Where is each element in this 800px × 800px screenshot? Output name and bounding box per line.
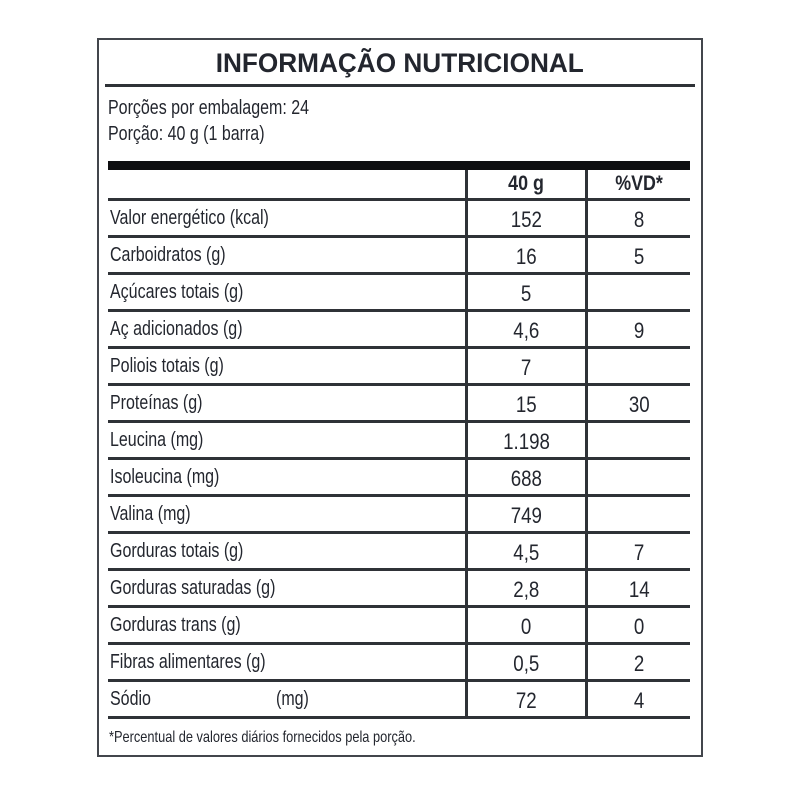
header-amount-cell (465, 170, 585, 198)
nutrient-name-cell (108, 201, 465, 235)
nutrient-name-cell (108, 238, 465, 272)
table-row (108, 679, 690, 716)
amount-cell (465, 386, 585, 420)
nutrient-name: Poliois totais (g) (110, 354, 224, 377)
footnote (99, 719, 701, 747)
serving-size: Porção: 40 g (1 barra) (108, 123, 265, 145)
amount-cell (465, 571, 585, 605)
amount-value: 749 (510, 503, 543, 528)
nutrient-name-cell (108, 423, 465, 457)
daily-value-cell (585, 534, 690, 568)
nutrient-name-cell (108, 645, 465, 679)
daily-value-cell (585, 349, 690, 383)
table-row (108, 198, 690, 235)
nutrient-name-cell (108, 682, 465, 716)
table-row (108, 383, 690, 420)
table-row (108, 272, 690, 309)
amount-value: 152 (510, 207, 543, 232)
serving-info (108, 95, 701, 147)
footnote-text: *Percentual de valores diários fornecidos pela porção. (109, 729, 416, 746)
nutrient-name-cell (108, 386, 465, 420)
table-row (108, 605, 690, 642)
amount-value: 7 (521, 355, 532, 380)
amount-cell (465, 645, 585, 679)
nutrient-name-cell (108, 460, 465, 494)
daily-value: 8 (633, 207, 645, 232)
daily-value-cell (585, 682, 690, 716)
daily-value-cell (585, 312, 690, 346)
header-dv-cell (585, 170, 690, 198)
servings-per-package: Porções por embalagem: 24 (108, 97, 309, 119)
nutrient-name-cell (108, 534, 465, 568)
header-dv-label: %VD* (615, 172, 663, 195)
nutrient-name: Proteínas (g) (110, 391, 203, 414)
nutrition-facts-panel (97, 38, 703, 757)
nutrient-name: Açúcares totais (g) (110, 280, 244, 303)
table-header-row (108, 170, 690, 198)
amount-value: 2,8 (513, 577, 540, 602)
daily-value: 30 (628, 392, 650, 417)
daily-value-cell (585, 201, 690, 235)
nutrient-name: Valina (mg) (110, 502, 191, 525)
amount-cell (465, 423, 585, 457)
table-row (108, 346, 690, 383)
daily-value: 4 (633, 688, 645, 713)
table-row (108, 642, 690, 679)
amount-cell (465, 534, 585, 568)
daily-value-cell (585, 423, 690, 457)
nutrient-name-cell (108, 275, 465, 309)
table-row (108, 309, 690, 346)
nutrient-name-cell (108, 497, 465, 531)
amount-value: 0,5 (513, 651, 540, 676)
nutrient-name: Sódio (110, 687, 151, 710)
amount-value: 16 (516, 244, 537, 269)
amount-value: 1.198 (503, 429, 550, 454)
daily-value: 5 (633, 244, 645, 269)
amount-value: 0 (521, 614, 532, 639)
daily-value: 14 (628, 577, 650, 602)
nutrient-name-cell (108, 571, 465, 605)
nutrient-name: Fibras alimentares (g) (110, 650, 266, 673)
amount-cell (465, 201, 585, 235)
amount-cell (465, 349, 585, 383)
amount-value: 15 (516, 392, 537, 417)
nutrient-name-cell (108, 349, 465, 383)
nutrient-name: Gorduras saturadas (g) (110, 576, 276, 599)
daily-value: 9 (633, 318, 645, 343)
table-row (108, 457, 690, 494)
daily-value-cell (585, 460, 690, 494)
amount-cell (465, 312, 585, 346)
header-empty-cell (108, 170, 465, 198)
nutrient-name: Aç adicionados (g) (110, 317, 243, 340)
amount-value: 5 (521, 281, 532, 306)
nutrient-unit: (mg) (276, 687, 310, 710)
amount-value: 4,6 (513, 318, 540, 343)
amount-value: 72 (516, 688, 537, 713)
daily-value-cell (585, 497, 690, 531)
nutrient-name-cell (108, 608, 465, 642)
table-row (108, 420, 690, 457)
daily-value: 2 (633, 651, 645, 676)
daily-value-cell (585, 608, 690, 642)
amount-cell (465, 238, 585, 272)
amount-cell (465, 275, 585, 309)
daily-value-cell (585, 238, 690, 272)
panel-title (99, 49, 701, 77)
daily-value-cell (585, 386, 690, 420)
daily-value: 7 (633, 540, 645, 565)
amount-value: 688 (510, 466, 543, 491)
table-row (108, 235, 690, 272)
amount-cell (465, 460, 585, 494)
panel-title-text: INFORMAÇÃO NUTRICIONAL (215, 48, 585, 78)
nutrient-name: Gorduras trans (g) (110, 613, 241, 636)
nutrient-name-cell (108, 312, 465, 346)
amount-cell (465, 497, 585, 531)
nutrient-name: Isoleucina (mg) (110, 465, 220, 488)
nutrient-name: Gorduras totais (g) (110, 539, 244, 562)
table-row (108, 494, 690, 531)
nutrient-name: Valor energético (kcal) (110, 206, 269, 229)
nutrient-name: Leucina (mg) (110, 428, 204, 451)
nutrient-name: Carboidratos (g) (110, 243, 226, 266)
daily-value: 0 (633, 614, 645, 639)
amount-cell (465, 682, 585, 716)
daily-value-cell (585, 645, 690, 679)
table-row (108, 531, 690, 568)
daily-value-cell (585, 275, 690, 309)
amount-cell (465, 608, 585, 642)
daily-value-cell (585, 571, 690, 605)
table-row (108, 568, 690, 605)
title-divider (105, 84, 695, 87)
amount-value: 4,5 (513, 540, 540, 565)
nutrition-table (108, 170, 690, 719)
header-amount-label: 40 g (508, 172, 545, 195)
section-divider-bar (108, 161, 690, 170)
